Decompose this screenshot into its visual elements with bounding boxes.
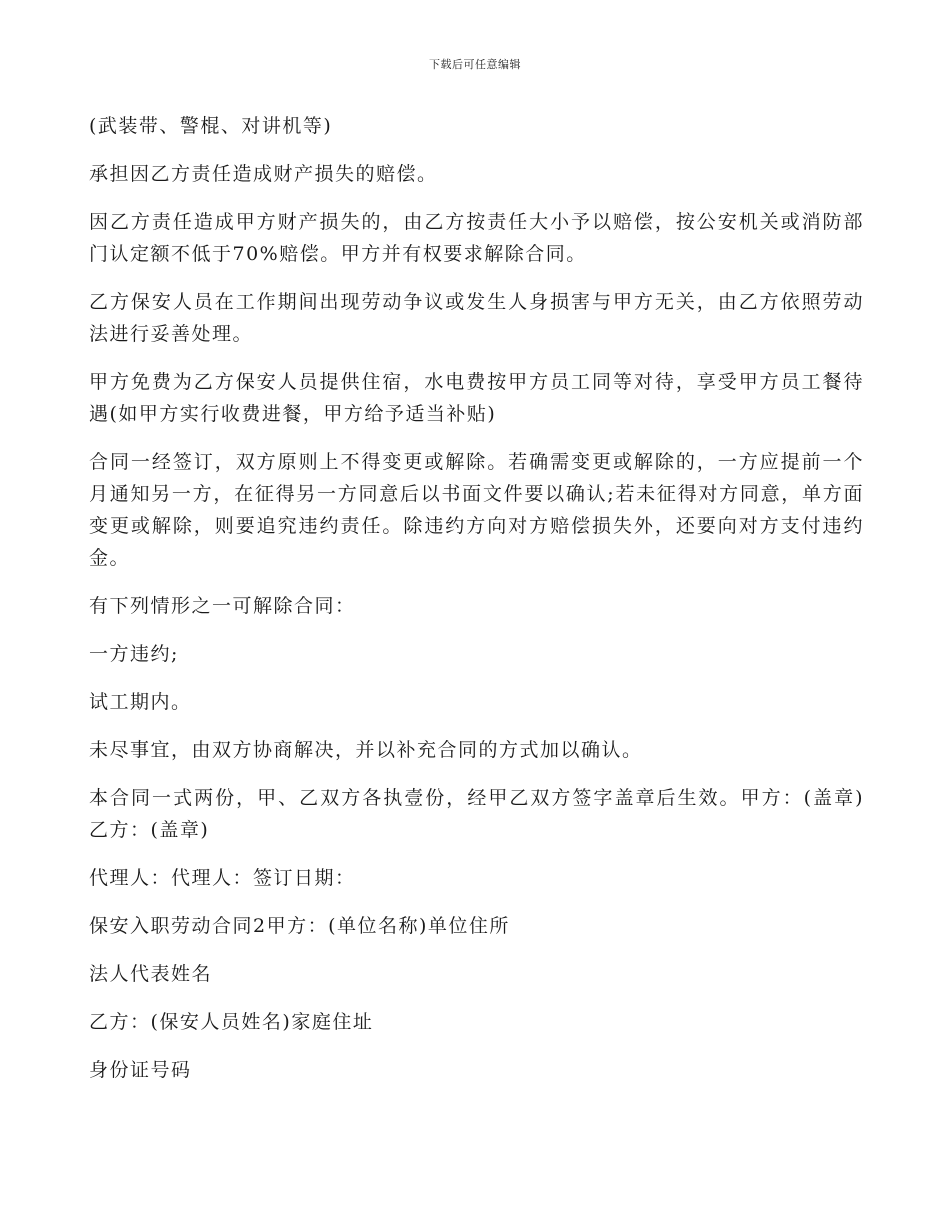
paragraph-equipment: (武装带、警棍、对讲机等) bbox=[89, 115, 333, 137]
paragraph-compensation: 因乙方责任造成甲方财产损失的，由乙方按责任大小予以赔偿，按公安机关或消防部门认定额不低于70%赔偿。甲方并有权要求解除合同。 bbox=[89, 211, 864, 265]
paragraph-id-number: 身份证号码 bbox=[89, 1059, 192, 1081]
paragraph-agents-date: 代理人：代理人：签订日期： bbox=[89, 867, 356, 889]
paragraph-labor-dispute: 乙方保安人员在工作期间出现劳动争议或发生人身损害与甲方无关，由乙方依照劳动法进行妥善处理。 bbox=[89, 291, 864, 345]
paragraph-contract-2-party-a: 保安入职劳动合同2甲方：(单位名称)单位住所 bbox=[89, 915, 510, 937]
paragraph-legal-representative: 法人代表姓名 bbox=[89, 963, 213, 985]
paragraph-copies-signature: 本合同一式两份，甲、乙双方各执壹份，经甲乙双方签字盖章后生效。甲方：(盖章)乙方：(盖章) bbox=[89, 787, 864, 841]
paragraph-contract-change: 合同一经签订，双方原则上不得变更或解除。若确需变更或解除的，一方应提前一个月通知另一方，在征得另一方同意后以书面文件要以确认;若未征得对方同意，单方面变更或解除，则要追究违约责任。除违约方向对方赔偿损失外，还要向对方支付违约金。 bbox=[89, 451, 864, 569]
paragraph-termination-intro: 有下列情形之一可解除合同： bbox=[89, 595, 356, 617]
paragraph-unresolved-matters: 未尽事宜，由双方协商解决，并以补充合同的方式加以确认。 bbox=[89, 739, 643, 761]
paragraph-probation: 试工期内。 bbox=[89, 691, 192, 713]
paragraph-breach: 一方违约; bbox=[89, 643, 179, 665]
paragraph-property-loss: 承担因乙方责任造成财产损失的赔偿。 bbox=[89, 163, 438, 185]
document-body bbox=[89, 110, 864, 1102]
page-header: 下载后可任意编辑 bbox=[429, 58, 521, 71]
paragraph-party-b: 乙方：(保安人员姓名)家庭住址 bbox=[89, 1011, 374, 1033]
paragraph-accommodation: 甲方免费为乙方保安人员提供住宿，水电费按甲方员工同等对待，享受甲方员工餐待遇(如甲方实行收费进餐，甲方给予适当补贴) bbox=[89, 371, 864, 425]
